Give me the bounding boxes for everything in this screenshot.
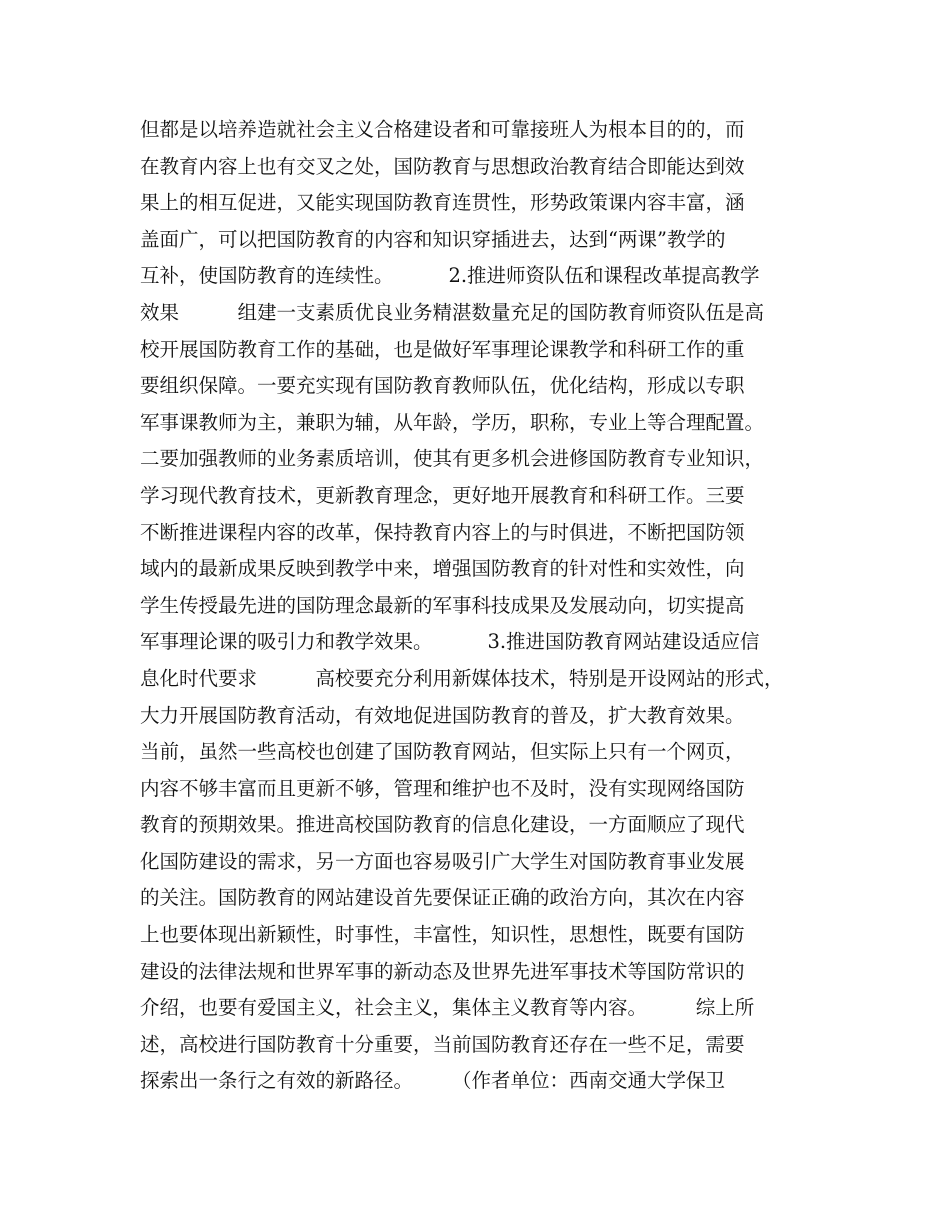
text-line: 域内的最新成果反映到教学中来，增强国防教育的针对性和实效性，向 [140,557,745,581]
text-line: 述，高校进行国防教育十分重要，当前国防教育还存在一些不足，需要 [140,1032,745,1056]
text-line: 不断推进课程内容的改革，保持教育内容上的与时俱进，不断把国防领 [140,520,745,544]
text-line: 军事课教师为主，兼职为辅，从年龄，学历，职称，专业上等合理配置。 [140,410,765,434]
text-line: 化国防建设的需求，另一方面也容易吸引广大学生对国防教育事业发展 [140,849,745,873]
text-line: 要组织保障。一要充实现有国防教育教师队伍，优化结构，形成以专职 [140,374,745,398]
text-line: 效果 组建一支素质优良业务精湛数量充足的国防教育师资队伍是高 [140,300,765,324]
text-line: 互补，使国防教育的连续性。 2.推进师资队伍和课程改革提高教学 [140,264,760,288]
text-line: 学生传授最先进的国防理念最新的军事科技成果及发展动向，切实提高 [140,593,745,617]
text-line: 介绍，也要有爱国主义，社会主义，集体主义教育等内容。 综上所 [140,996,755,1020]
text-line: 建设的法律法规和世界军事的新动态及世界先进军事技术等国防常识的 [140,959,745,983]
text-line: 内容不够丰富而且更新不够，管理和维护也不及时，没有实现网络国防 [140,776,745,800]
text-line: 果上的相互促进，又能实现国防教育连贯性，形势政策课内容丰富，涵 [140,191,745,215]
body-text [140,112,830,1100]
text-line: 军事理论课的吸引力和教学效果。 3.推进国防教育网站建设适应信 [140,630,760,654]
text-line: 大力开展国防教育活动，有效地促进国防教育的普及，扩大教育效果。 [140,703,745,727]
text-line: 校开展国防教育工作的基础，也是做好军事理论课教学和科研工作的重 [140,337,745,361]
text-line: 探索出一条行之有效的新路径。 （作者单位：西南交通大学保卫 [140,1069,726,1093]
text-line: 当前，虽然一些高校也创建了国防教育网站，但实际上只有一个网页， [140,740,745,764]
text-line: 二要加强教师的业务素质培训，使其有更多机会进修国防教育专业知识， [140,447,765,471]
text-line: 息化时代要求 高校要充分利用新媒体技术，特别是开设网站的形式， [140,666,784,690]
text-line: 学习现代教育技术，更新教育理念，更好地开展教育和科研工作。三要 [140,483,745,507]
text-line: 盖面广，可以把国防教育的内容和知识穿插进去，达到“两课”教学的 [140,227,726,251]
text-line: 但都是以培养造就社会主义合格建设者和可靠接班人为根本目的的，而 [140,118,745,141]
text-line: 的关注。国防教育的网站建设首先要保证正确的政治方向，其次在内容 [140,886,745,910]
text-line: 教育的预期效果。推进高校国防教育的信息化建设，一方面顺应了现代 [140,813,745,837]
text-line: 上也要体现出新颖性，时事性，丰富性，知识性，思想性，既要有国防 [140,923,745,947]
text-line: 在教育内容上也有交叉之处，国防教育与思想政治教育结合即能达到效 [140,154,745,178]
